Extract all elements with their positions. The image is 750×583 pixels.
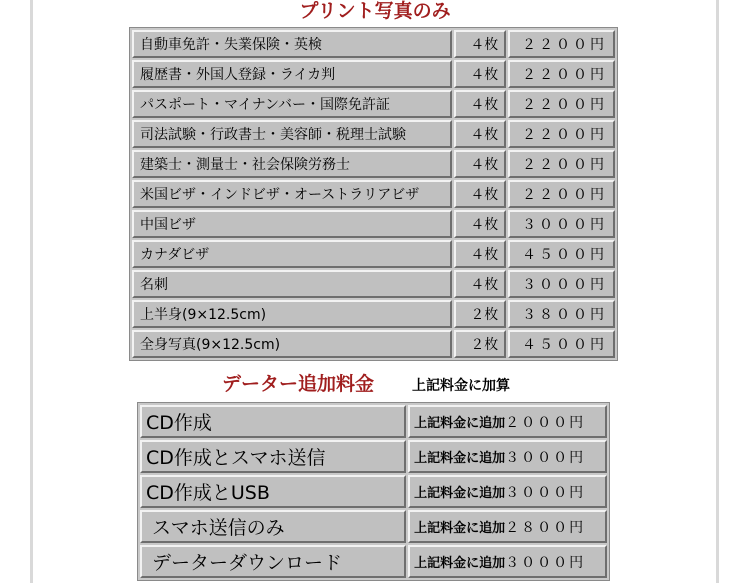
cost-amount: ２８００円 — [505, 519, 586, 536]
print-item-price: ２２００円 — [508, 180, 615, 208]
table-row — [132, 30, 615, 58]
table-row — [140, 440, 607, 473]
data-service-name: データーダウンロード — [140, 545, 406, 578]
cost-amount: ２０００円 — [505, 414, 586, 431]
print-item-price: ３０００円 — [508, 210, 615, 238]
print-item-qty: ４枚 — [454, 270, 506, 298]
data-service-cost — [408, 510, 607, 543]
print-item-qty: ４枚 — [454, 30, 506, 58]
print-item-qty: ２枚 — [454, 300, 506, 328]
print-item-price: ３８００円 — [508, 300, 615, 328]
data-service-cost — [408, 475, 607, 508]
print-item-price: ２２００円 — [508, 150, 615, 178]
print-item-name: 履歴書・外国人登録・ライカ判 — [132, 60, 452, 88]
data-section-title: データー追加料金 — [222, 373, 375, 395]
print-item-name: 自動車免許・失業保険・英検 — [132, 30, 452, 58]
print-item-qty: ４枚 — [454, 210, 506, 238]
table-row — [132, 240, 615, 268]
print-item-price: ３０００円 — [508, 270, 615, 298]
print-item-name: パスポート・マイナンバー・国際免許証 — [132, 90, 452, 118]
print-item-name: 全身写真(9×12.5cm) — [132, 330, 452, 358]
print-item-price: ２２００円 — [508, 90, 615, 118]
cost-prefix: 上記料金に追加 — [414, 450, 506, 466]
print-item-qty: ４枚 — [454, 60, 506, 88]
table-row — [132, 330, 615, 358]
print-item-price: ２２００円 — [508, 60, 615, 88]
print-item-qty: ４枚 — [454, 240, 506, 268]
print-item-name: 建築士・測量士・社会保険労務士 — [132, 150, 452, 178]
print-item-name: カナダビザ — [132, 240, 452, 268]
print-item-name: 上半身(9×12.5cm) — [132, 300, 452, 328]
print-section-title: プリント写真のみ — [299, 0, 451, 22]
data-service-cost — [408, 440, 607, 473]
cost-amount: ３０００円 — [505, 449, 586, 466]
data-service-name: CD作成とスマホ送信 — [140, 440, 406, 473]
table-row — [132, 300, 615, 328]
print-item-qty: ４枚 — [454, 90, 506, 118]
print-item-price: ４５００円 — [508, 330, 615, 358]
table-row — [132, 60, 615, 88]
data-section-note: 上記料金に加算 — [412, 378, 510, 394]
data-service-cost — [408, 545, 607, 578]
table-row — [132, 90, 615, 118]
data-service-cost — [408, 405, 607, 438]
table-row — [132, 150, 615, 178]
print-item-price: ２２００円 — [508, 30, 615, 58]
print-item-qty: ４枚 — [454, 120, 506, 148]
print-item-qty: ４枚 — [454, 180, 506, 208]
print-item-name: 米国ビザ・インドビザ・オーストラリアビザ — [132, 180, 452, 208]
table-row — [132, 270, 615, 298]
table-row — [140, 510, 607, 543]
table-row — [132, 210, 615, 238]
table-row — [132, 180, 615, 208]
print-item-price: ２２００円 — [508, 120, 615, 148]
table-row — [140, 475, 607, 508]
print-item-qty: ２枚 — [454, 330, 506, 358]
print-item-name: 名刺 — [132, 270, 452, 298]
cost-amount: ３０００円 — [505, 484, 586, 501]
print-item-name: 中国ビザ — [132, 210, 452, 238]
cost-prefix: 上記料金に追加 — [414, 485, 506, 501]
data-service-name: スマホ送信のみ — [140, 510, 406, 543]
cost-amount: ３０００円 — [505, 554, 586, 571]
cost-prefix: 上記料金に追加 — [414, 415, 506, 431]
print-price-table — [129, 27, 618, 361]
table-row — [140, 545, 607, 578]
page-frame-right — [716, 0, 719, 583]
page-frame-left — [30, 0, 33, 583]
cost-prefix: 上記料金に追加 — [414, 520, 506, 536]
table-row — [132, 120, 615, 148]
data-fee-table — [137, 402, 610, 581]
data-service-name: CD作成とUSB — [140, 475, 406, 508]
cost-prefix: 上記料金に追加 — [414, 555, 506, 571]
data-service-name: CD作成 — [140, 405, 406, 438]
print-item-price: ４５００円 — [508, 240, 615, 268]
print-item-qty: ４枚 — [454, 150, 506, 178]
print-item-name: 司法試験・行政書士・美容師・税理士試験 — [132, 120, 452, 148]
table-row — [140, 405, 607, 438]
